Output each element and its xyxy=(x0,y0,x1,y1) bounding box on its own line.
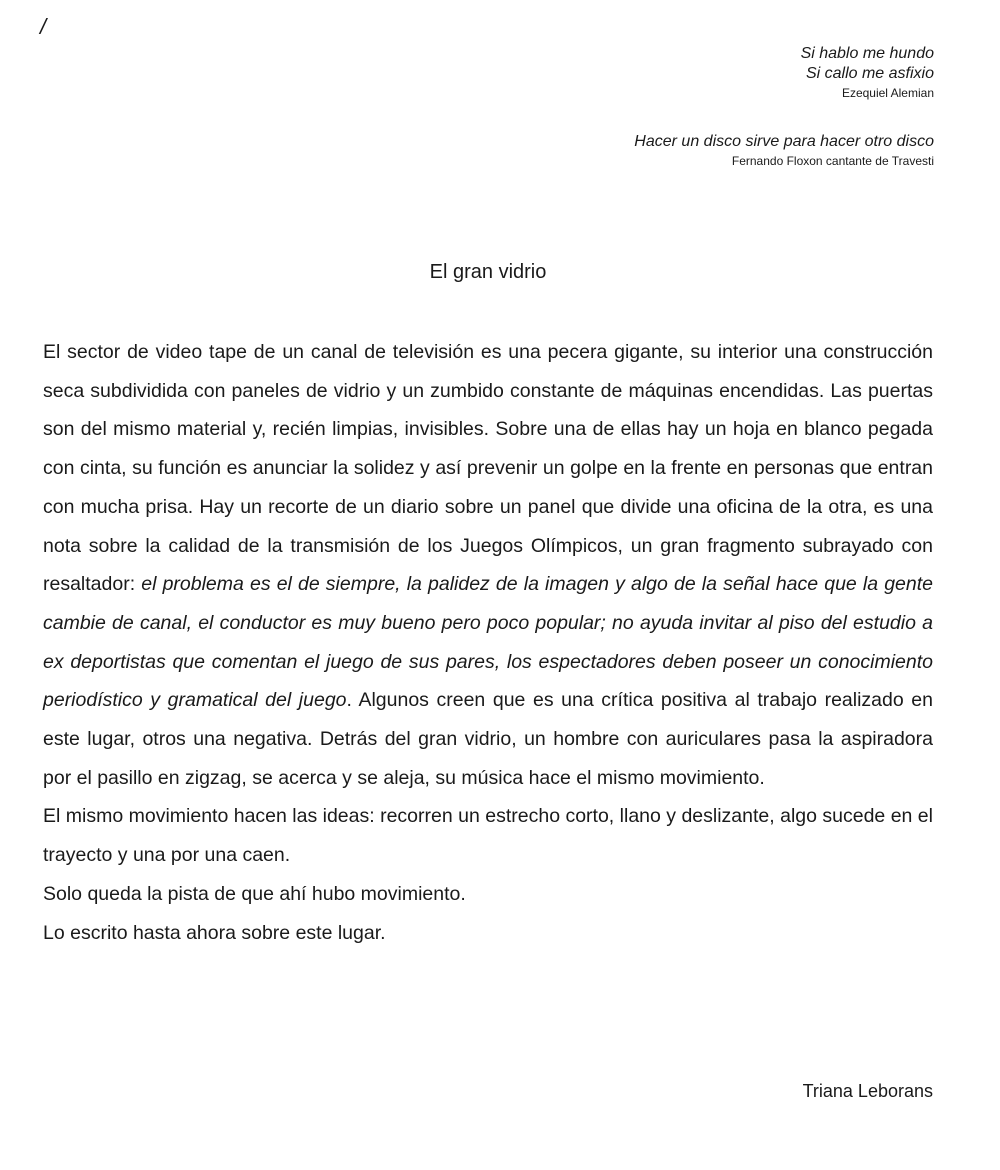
epigraph-author: Fernando Floxon cantante de Travesti xyxy=(731,154,934,168)
epigraph-2 xyxy=(634,132,934,170)
epigraph-line: Hacer un disco sirve para hacer otro disco xyxy=(634,133,934,150)
paragraph-4: Lo escrito hasta ahora sobre este lugar. xyxy=(43,921,386,944)
paragraph-1 xyxy=(43,333,933,797)
epigraph-line: Si hablo me hundo xyxy=(800,45,934,62)
paragraph-3: Solo queda la pista de que ahí hubo movimiento. xyxy=(43,882,466,905)
epigraph-1 xyxy=(801,44,934,102)
body-text xyxy=(43,333,933,952)
author-signature: Triana Leborans xyxy=(802,1081,933,1101)
page-mark: / xyxy=(40,14,47,39)
epigraph-line: Si callo me asfixio xyxy=(805,65,934,82)
quoted-fragment: el problema es el de siempre, la palidez de la imagen y algo de la señal hace que la gente cambie de canal, el conductor es muy bueno pero poco popular; no ayuda invitar al piso del estudio a ex deportistas que comentan el juego de sus pares, los espectadores deben poseer un conocimiento periodístico y gramatical del juego xyxy=(43,573,933,712)
epigraph-author: Ezequiel Alemian xyxy=(841,86,934,100)
paragraph-text: . Algunos creen que es una crítica positiva al trabajo realizado en este lugar, otros una negativa. Detrás del gran vidrio, un hombre con auriculares pasa la aspiradora por el pasillo en zigzag, se acerca y se aleja, su música hace el mismo movimiento. xyxy=(43,689,933,789)
paragraph-2: El mismo movimiento hacen las ideas: recorren un estrecho corto, llano y deslizante, algo sucede en el trayecto y una por una caen. xyxy=(43,805,933,867)
page-title: El gran vidrio xyxy=(429,261,547,283)
paragraph-text: El sector de video tape de un canal de televisión es una pecera gigante, su interior una construcción seca subdividida con paneles de vidrio y un zumbido constante de máquinas encendidas. Las puertas son del mismo material y, recién limpias, invisibles. Sobre una de ellas hay un hoja en blanco pegada con cinta, su función es anunciar la solidez y así prevenir un golpe en la frente en personas que entran con mucha prisa. Hay un recorte de un diario sobre un panel que divide una oficina de la otra, es una nota sobre la calidad de la transmisión de los Juegos Olímpicos, un gran fragmento subrayado con resaltador: xyxy=(43,341,933,596)
